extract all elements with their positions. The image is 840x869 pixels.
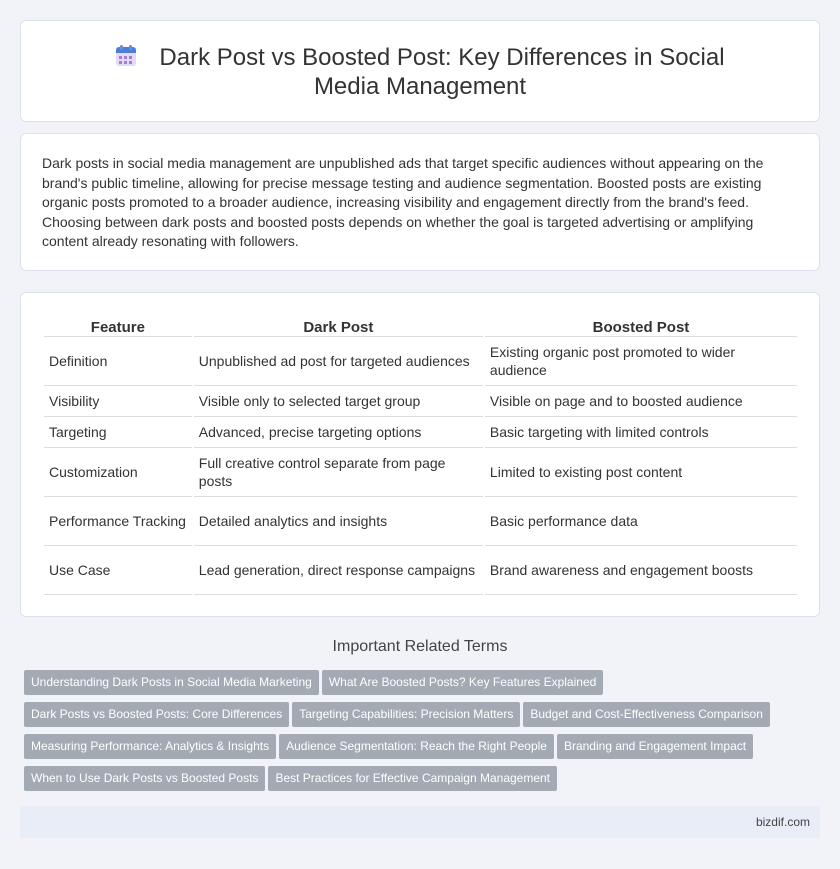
cell-feature: Targeting [44, 417, 192, 448]
cell-feature: Visibility [44, 386, 192, 417]
table-row [44, 546, 797, 595]
header-dark-post: Dark Post [194, 315, 483, 337]
comparison-card [20, 292, 820, 617]
related-terms-tags [24, 670, 814, 798]
tag-row [24, 766, 814, 798]
tag-row [24, 670, 814, 702]
header-boosted-post: Boosted Post [485, 315, 797, 337]
page-title-wrap [21, 43, 819, 101]
cell-feature: Customization [44, 448, 192, 497]
cell-feature: Definition [44, 337, 192, 386]
cell-dark-post: Visible only to selected target group [194, 386, 483, 417]
related-term-tag[interactable]: Measuring Performance: Analytics & Insights [24, 734, 276, 759]
related-term-tag[interactable]: Best Practices for Effective Campaign Management [268, 766, 557, 791]
cell-dark-post: Detailed analytics and insights [194, 497, 483, 546]
cell-feature: Use Case [44, 546, 192, 595]
related-term-tag[interactable]: Audience Segmentation: Reach the Right People [279, 734, 554, 759]
table-row [44, 497, 797, 546]
table-row [44, 448, 797, 497]
cell-boosted-post: Basic performance data [485, 497, 797, 546]
page-title: Dark Post vs Boosted Post: Key Differences in Social Media Management [159, 44, 725, 100]
table-row [44, 337, 797, 386]
related-terms-heading: Important Related Terms [332, 638, 508, 655]
cell-boosted-post: Limited to existing post content [485, 448, 797, 497]
cell-boosted-post: Brand awareness and engagement boosts [485, 546, 797, 595]
title-card [20, 20, 820, 122]
related-term-tag[interactable]: Dark Posts vs Boosted Posts: Core Differences [24, 702, 289, 727]
cell-boosted-post: Basic targeting with limited controls [485, 417, 797, 448]
intro-paragraph: Dark posts in social media management are unpublished ads that target specific audiences without appearing on the brand's public timeline, allowing for precise message testing and audience segmentation. Boosted posts are existing organic posts promoted to a broader audience, increasing visibility and engagement directly from the brand's feed. Choosing between dark posts and boosted posts depends on whether the goal is targeted advertising or amplifying content already resonating with followers. [42, 155, 764, 249]
tag-row [24, 734, 814, 766]
table-row [44, 417, 797, 448]
footer [20, 806, 820, 838]
intro-card [20, 133, 820, 271]
cell-boosted-post: Existing organic post promoted to wider audience [485, 337, 797, 386]
cell-dark-post: Full creative control separate from page posts [194, 448, 483, 497]
cell-dark-post: Advanced, precise targeting options [194, 417, 483, 448]
related-term-tag[interactable]: What Are Boosted Posts? Key Features Explained [322, 670, 603, 695]
cell-feature: Performance Tracking [44, 497, 192, 546]
cell-boosted-post: Visible on page and to boosted audience [485, 386, 797, 417]
cell-dark-post: Unpublished ad post for targeted audiences [194, 337, 483, 386]
related-term-tag[interactable]: Budget and Cost-Effectiveness Comparison [523, 702, 770, 727]
table-header-row [44, 315, 797, 337]
footer-site-link[interactable]: bizdif.com [755, 815, 810, 829]
related-term-tag[interactable]: Targeting Capabilities: Precision Matters [292, 702, 520, 727]
tag-row [24, 702, 814, 734]
related-term-tag[interactable]: When to Use Dark Posts vs Boosted Posts [24, 766, 265, 791]
table-row [44, 386, 797, 417]
header-feature: Feature [44, 315, 192, 337]
calendar-icon [115, 45, 137, 67]
related-term-tag[interactable]: Branding and Engagement Impact [557, 734, 753, 759]
comparison-table [42, 315, 799, 595]
cell-dark-post: Lead generation, direct response campaigns [194, 546, 483, 595]
related-term-tag[interactable]: Understanding Dark Posts in Social Media Marketing [24, 670, 319, 695]
